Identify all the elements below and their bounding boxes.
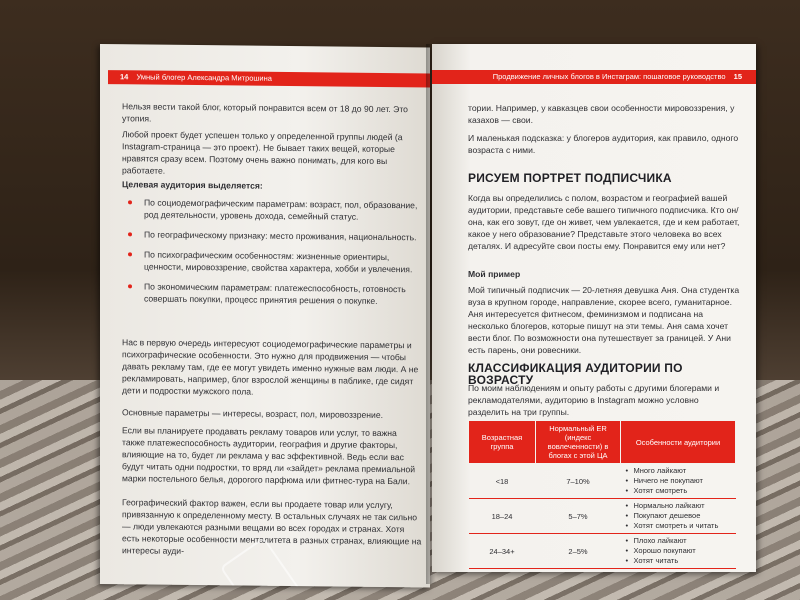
table-header-row: [469, 421, 736, 464]
right-para-1: тории. Например, у кавказцев свои особенности мировоззрения, у казахов — свои.: [468, 103, 735, 125]
feature-item: • Ничего не покупают: [624, 476, 733, 486]
list-item: По психографическим особенностям: жизненные ориентиры, ценности, мировоззрение, свойства характера, хобби и увлечения.: [122, 248, 422, 275]
features-cell: [621, 499, 736, 534]
left-para-2: Любой проект будет успешен только у определенной группы людей (а Instagram-страница — это проект). Не бывает таких вещей, которые нравятся сразу всем. Поэтому очень важно понимать, для кого вы работаете.: [122, 129, 403, 176]
right-para-2: И маленькая подсказка: у блогеров аудитория, как правило, одного возраста с ними.: [468, 133, 739, 155]
section-heading-age: КЛАССИФИКАЦИЯ АУДИТОРИИ ПО ВОЗРАСТУ: [468, 361, 683, 387]
column-header: Нормальный ER (индекс вовлеченности) в блогах с этой ЦА: [536, 421, 621, 464]
section-heading-portrait: РИСУЕМ ПОРТРЕТ ПОДПИСЧИКА: [468, 171, 672, 185]
er-cell: 2–5%: [536, 534, 621, 569]
right-para-4: Мой типичный подписчик — 20-летняя девушка Аня. Она студентка вуза в крупном городе, направление, скорее всего, гуманитарное. Аня интересуется фитнесом, феминизмом и подписана на несколько блогеров, которые пишут на эти темы. Аня сама хочет вести блог. По возможности она путешествует за границей. У Ани есть парень, они ровесники.: [468, 285, 740, 355]
age-cell: <18: [469, 464, 536, 499]
list-item: По социодемографическим параметрам: возраст, пол, образование, род деятельности, уровень дохода, семейный статус.: [122, 196, 422, 223]
right-page-number: 15: [733, 72, 742, 81]
left-page: [100, 44, 430, 587]
list-item: По географическому признаку: место проживания, национальность.: [122, 228, 422, 243]
right-page-header: [432, 70, 756, 84]
open-book: [100, 44, 756, 584]
feature-item: • Много лайкают: [624, 466, 733, 476]
age-cell: 24–34+: [469, 534, 536, 569]
right-para-5: По моим наблюдениям и опыту работы с другими блогерами и рекламодателями, аудиторию в Instagram можно условно разделить на три группы.: [468, 383, 720, 417]
table-row: [469, 534, 736, 569]
left-subheading: Целевая аудитория выделяется:: [122, 179, 263, 191]
feature-item: • Покупают дешевое: [624, 511, 733, 521]
er-cell: 5–7%: [536, 499, 621, 534]
left-para-4: Основные параметры — интересы, возраст, пол, мировоззрение.: [122, 407, 384, 420]
right-para-3: Когда вы определились с полом, возрастом и географией вашей аудитории, представьте себе вашего типичного подписчика. Кто он/она, как его зовут, где он живет, чем увлекается, где и кем работает, какое у него образование? Представьте этого человека во всех деталях. И адресуйте свои посты ему. Понравится ему или нет?: [468, 193, 740, 251]
audience-age-table: [468, 420, 736, 569]
feature-item: • Хотят читать: [624, 556, 733, 566]
left-header-title: Умный блогер Александра Митрошина: [136, 72, 272, 83]
features-cell: [621, 534, 736, 569]
er-cell: 7–10%: [536, 464, 621, 499]
left-para-6: Географический фактор важен, если вы продаете товар или услугу, привязанную к определенному месту. В остальных случаях не так сильно — люди увлекаются разными вещами во всех городах и странах. Хотя есть некоторые особенности менталитета в разных странах, влияющие на интересы ауди-: [122, 497, 422, 556]
left-page-header: [108, 70, 430, 87]
column-header: Особенности аудитории: [621, 421, 736, 464]
table-row: [469, 464, 736, 499]
right-header-title: Продвижение личных блогов в Инстаграм: пошаговое руководство: [492, 72, 726, 81]
left-para-1: Нельзя вести такой блог, который понравится всем от 18 до 90 лет. Это утопия.: [122, 101, 408, 124]
feature-item: • Нормально лайкают: [624, 501, 733, 511]
left-para-3: Нас в первую очередь интересуют социодемографические параметры и психографические особенности. Это нужно для продвижения — чтобы давать рекламу там, где ее могут увидеть именно нужные вам люди. А не рекламировать, например, блог взрослой женщины в паблике, где сидят дети и подростки мужского пола.: [122, 337, 419, 397]
features-cell: [621, 464, 736, 499]
left-para-5: Если вы планируете продавать рекламу товаров или услуг, то важна также платежеспособность аудитории, география и другие факторы, влияющие на то, будет ли реклама у вас эффективной. Ведь если вас будут читать одни подростки, то вряд ли «зайдет» реклама премиальной марки постельного белья, дорогого парфюма или фитнес-тура на Бали.: [122, 425, 416, 487]
list-item: По экономическим параметрам: платежеспособность, готовность совершать покупки, процесс принятия решения о покупке.: [122, 280, 422, 307]
left-page-number: 14: [120, 72, 129, 82]
feature-item: • Хотят смотреть и читать: [624, 521, 733, 531]
age-cell: 18–24: [469, 499, 536, 534]
feature-item: • Хорошо покупают: [624, 546, 733, 556]
column-header: Возрастная группа: [469, 421, 536, 464]
feature-item: • Хотят смотреть: [624, 486, 733, 496]
right-page: [432, 44, 756, 572]
audience-criteria-list: [122, 196, 422, 315]
feature-item: • Плохо лайкают: [624, 536, 733, 546]
table-row: [469, 499, 736, 534]
example-title: Мой пример: [468, 269, 521, 279]
